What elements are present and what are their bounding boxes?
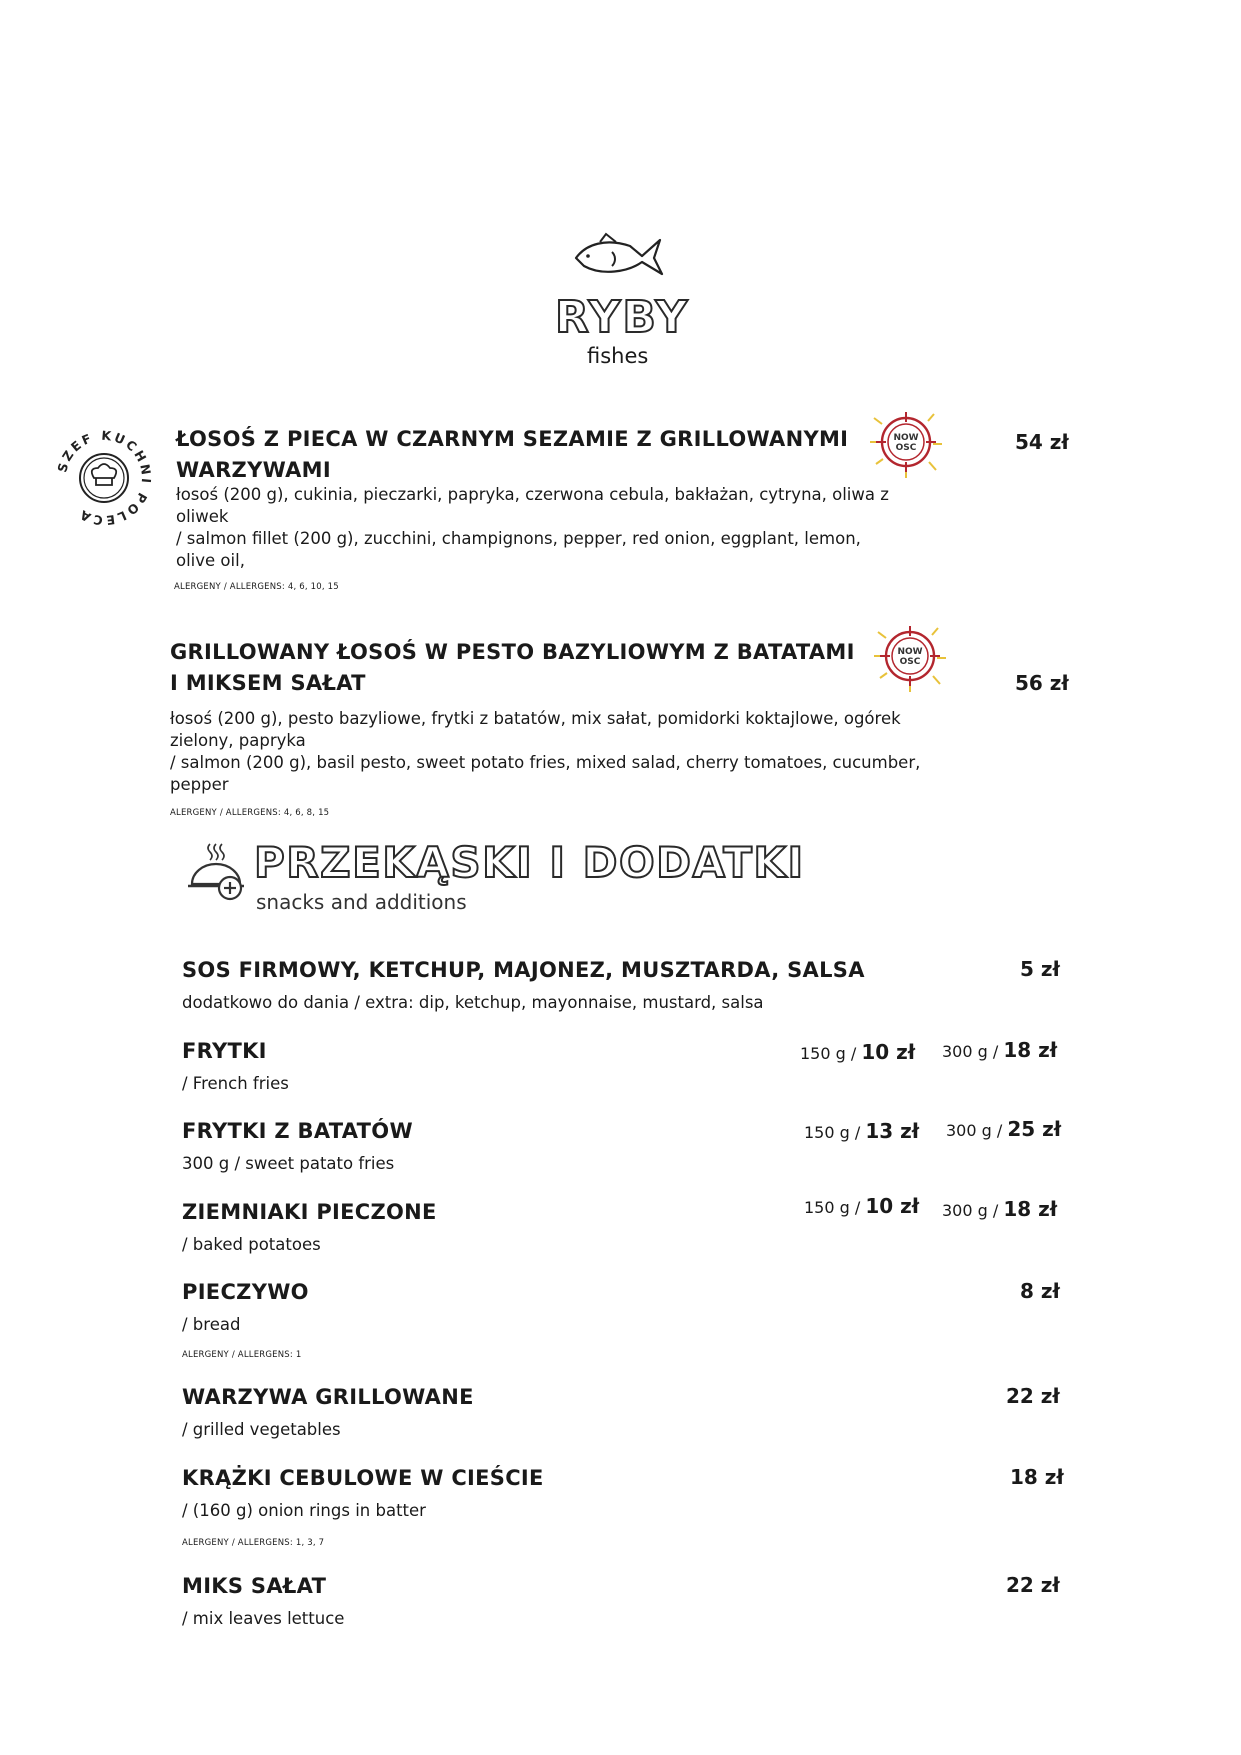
dish-description-en: / salmon fillet (200 g), zucchini, champignons, pepper, red onion, eggplant, lemon, olive oil, — [176, 529, 861, 570]
price-small: 13 zł — [865, 1119, 920, 1143]
chef-hat-icon — [92, 464, 117, 485]
svg-text:OSC: OSC — [895, 443, 917, 453]
dish-allergens: ALERGENY / ALLERGENS: 4, 6, 8, 15 — [170, 808, 330, 818]
portion-large: 300 g / 25 zł — [946, 1117, 1062, 1141]
snack-title: MIKS SAŁAT — [182, 1574, 327, 1598]
new-badge — [868, 404, 944, 480]
price-large: 25 zł — [1007, 1117, 1062, 1141]
svg-text:NOW: NOW — [893, 433, 919, 443]
chef-badge-text: SZEF KUCHNI POLECA — [54, 427, 155, 529]
fish-icon — [572, 232, 664, 280]
snack-title: WARZYWA GRILLOWANE — [182, 1385, 474, 1409]
chef-recommends-badge — [52, 426, 156, 530]
snack-description: dodatkowo do dania / extra: dip, ketchup, mayonnaise, mustard, salsa — [182, 993, 764, 1012]
dish-description-pl: łosoś (200 g), pesto bazyliowe, frytki z batatów, mix sałat, pomidorki koktajlowe, ogórek zielony, papryka — [170, 709, 901, 750]
portion-small: 150 g / 13 zł — [804, 1119, 920, 1143]
fish-section-title: RYBY — [555, 292, 690, 343]
snack-allergens: ALERGENY / ALLERGENS: 1 — [182, 1350, 302, 1360]
snack-description: 300 g / sweet patato fries — [182, 1154, 395, 1173]
snack-description: / grilled vegetables — [182, 1420, 341, 1439]
snack-allergens: ALERGENY / ALLERGENS: 1, 3, 7 — [182, 1538, 325, 1548]
dish-allergens: ALERGENY / ALLERGENS: 4, 6, 10, 15 — [174, 582, 339, 592]
snack-description: / mix leaves lettuce — [182, 1609, 345, 1628]
new-badge — [872, 618, 948, 694]
dish-title: GRILLOWANY ŁOSOŚ W PESTO BAZYLIOWYM Z BATATAMI I MIKSEM SAŁAT — [170, 640, 855, 695]
snack-title: FRYTKI — [182, 1039, 267, 1063]
portion-small: 150 g / 10 zł — [800, 1040, 916, 1064]
snack-title: FRYTKI Z BATATÓW — [182, 1119, 413, 1143]
dish-price: 56 zł — [1015, 671, 1069, 695]
portion-large: 300 g / 18 zł — [942, 1197, 1058, 1221]
snack-title: ZIEMNIAKI PIECZONE — [182, 1200, 437, 1224]
snack-description: / baked potatoes — [182, 1235, 321, 1254]
snack-description: / (160 g) onion rings in batter — [182, 1501, 426, 1520]
price-large: 18 zł — [1003, 1197, 1058, 1221]
svg-text:NOW: NOW — [897, 647, 923, 657]
dish-title: ŁOSOŚ Z PIECA W CZARNYM SEZAMIE Z GRILLOWANYMI WARZYWAMI — [176, 427, 849, 482]
price-small: 10 zł — [861, 1040, 916, 1064]
price-small: 10 zł — [865, 1194, 920, 1218]
snack-price: 5 zł — [1020, 957, 1060, 981]
snack-description: / bread — [182, 1315, 241, 1334]
dish-description-en: / salmon (200 g), basil pesto, sweet potato fries, mixed salad, cherry tomatoes, cucumber, pepper — [170, 753, 921, 794]
dish-description-pl: łosoś (200 g), cukinia, pieczarki, papryka, czerwona cebula, bakłażan, cytryna, oliwa z oliwek — [176, 485, 889, 526]
snack-price: 18 zł — [1010, 1465, 1064, 1489]
snack-title: KRĄŻKI CEBULOWE W CIEŚCIE — [182, 1466, 544, 1490]
snack-price: 22 zł — [1006, 1384, 1060, 1408]
snacks-section-title: PRZEKĄSKI I DODATKI — [254, 838, 805, 887]
portion-large: 300 g / 18 zł — [942, 1038, 1058, 1062]
price-large: 18 zł — [1003, 1038, 1058, 1062]
snacks-section-subtitle: snacks and additions — [256, 890, 467, 914]
portion-small: 150 g / 10 zł — [804, 1194, 920, 1218]
serving-cloche-plus-icon — [186, 840, 248, 902]
dish-price: 54 zł — [1015, 430, 1069, 454]
svg-text:OSC: OSC — [899, 657, 921, 667]
snack-price: 8 zł — [1020, 1279, 1060, 1303]
snack-description: / French fries — [182, 1074, 289, 1093]
snack-title: SOS FIRMOWY, KETCHUP, MAJONEZ, MUSZTARDA, SALSA — [182, 958, 865, 982]
fish-section-subtitle: fishes — [587, 344, 649, 368]
snack-title: PIECZYWO — [182, 1280, 309, 1304]
snack-price: 22 zł — [1006, 1573, 1060, 1597]
